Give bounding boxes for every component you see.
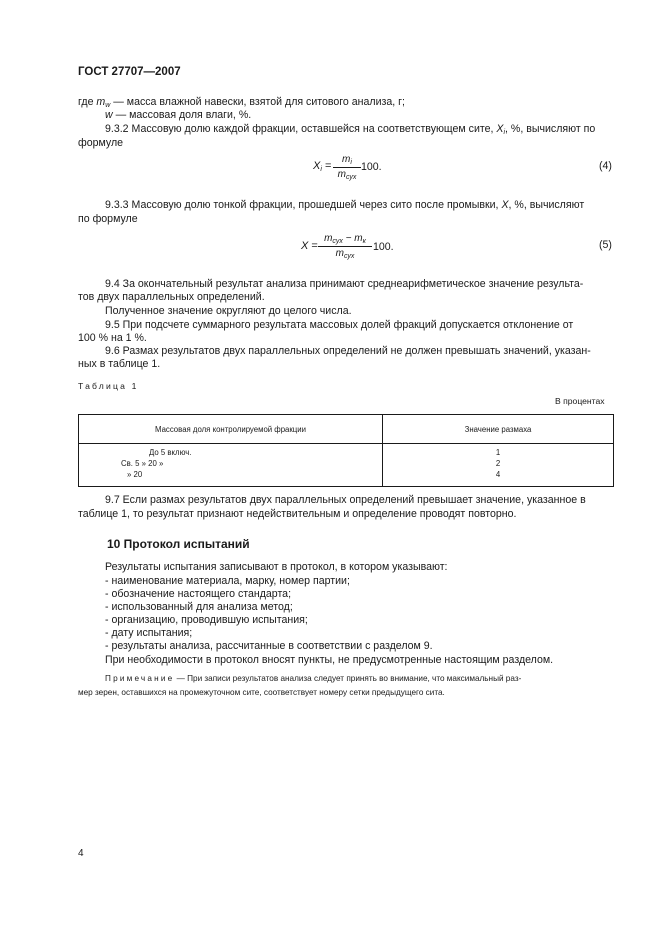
table-title: Таблица 1	[78, 381, 139, 391]
table-header-fraction: Массовая доля контролируемой фракции	[79, 415, 383, 444]
formula-4-fraction	[333, 154, 361, 181]
formula-5-lhs: X =	[301, 240, 318, 252]
formula-5-fraction	[318, 233, 372, 260]
paragraph-9-3-2-line1: 9.3.2 Массовую долю каждой фракции, оставшейся на соответствующем сите, $X_i$, %, вычисляют по	[105, 123, 596, 136]
list-item: - наименование материала, марку, номер партии;	[105, 575, 350, 587]
paragraph-9-7-line1: 9.7 Если размах результатов двух параллельных определений превышает значение, указанное в	[105, 494, 586, 506]
table-header-range: Значение размаха	[383, 415, 614, 444]
note-line2: мер зерен, оставшихся на промежуточном сите, соответствует номеру сетки предыдущего сита.	[78, 688, 445, 697]
paragraph-9-5-line2: 100 % на 1 %.	[78, 332, 147, 344]
formula-5-numerator: $m_{сух} - m_к$	[324, 233, 366, 245]
table-1	[78, 414, 614, 487]
formula-4-factor: 100.	[361, 161, 382, 173]
fraction-bar	[333, 167, 361, 168]
table-unit: В процентах	[555, 396, 605, 406]
document-header: ГОСТ 27707—2007	[78, 66, 181, 78]
paragraph-9-3-3-line1: 9.3.3 Массовую долю тонкой фракции, прошедшей через сито после промывки, X, %, вычисляют	[105, 199, 585, 211]
list-item: - организацию, проводившую испытания;	[105, 614, 308, 626]
table-cell: 1	[495, 448, 501, 457]
table-cell-ranges	[383, 444, 614, 487]
table-cell: 2	[495, 459, 501, 468]
definition-w: w — массовая доля влаги, %.	[105, 109, 252, 121]
section-title: 10 Протокол испытаний	[107, 537, 250, 551]
note-line1: Примечание — При записи результатов анализа следует принять во внимание, что максимальный раз-	[105, 674, 522, 683]
paragraph-9-5-line1: 9.5 При подсчете суммарного результата массовых долей фракций допускается отклонение от	[105, 319, 574, 331]
note-label: Примечание	[105, 674, 175, 683]
table-cell: » 20	[127, 470, 143, 479]
fraction-bar	[318, 246, 372, 247]
paragraph-9-7-line2: таблице 1, то результат признают недействительным и определение проводят повторно.	[78, 508, 517, 520]
paragraph-9-4-line1: 9.4 За окончательный результат анализа принимают среднеарифметическое значение результа-	[105, 278, 584, 290]
formula-4-numerator: $m_i$	[342, 154, 352, 166]
paragraph-9-3-2-line2: формуле	[78, 137, 124, 149]
list-item: - обозначение настоящего стандарта;	[105, 588, 292, 600]
paragraph-9-6-line2: ных в таблице 1.	[78, 358, 161, 370]
table-cell: Св. 5 » 20 »	[121, 459, 164, 468]
formula-4-lhs: $X_i$ =	[313, 160, 332, 173]
paragraph-9-4-line2: тов двух параллельных определений.	[78, 291, 265, 303]
table-cell: До 5 включ.	[149, 448, 192, 457]
paragraph-9-6-line1: 9.6 Размах результатов двух параллельных определений не должен превышать значений, указан-	[105, 345, 591, 357]
formula-4-denominator: $m_{сух}$	[337, 169, 357, 181]
formula-4-number: (4)	[599, 160, 612, 172]
section-intro: Результаты испытания записывают в протокол, в котором указывают:	[105, 561, 448, 573]
section-closing: При необходимости в протокол вносят пункты, не предусмотренные настоящим разделом.	[105, 654, 554, 666]
formula-5-factor: 100.	[373, 241, 394, 253]
table-header-row	[79, 415, 614, 444]
list-item: - дату испытания;	[105, 627, 193, 639]
table-cell-fractions	[79, 444, 383, 487]
paragraph-9-3-3-line2: по формуле	[78, 213, 138, 225]
list-item: - результаты анализа, рассчитанные в соответствии с разделом 9.	[105, 640, 433, 652]
paragraph-9-4-line3: Полученное значение округляют до целого числа.	[105, 305, 352, 317]
table-row	[79, 444, 614, 487]
formula-5-number: (5)	[599, 239, 612, 251]
list-item: - использованный для анализа метод;	[105, 601, 293, 613]
page-number: 4	[78, 848, 84, 859]
definition-mw: где $m_w$ — масса влажной навески, взятой для ситового анализа, г;	[78, 96, 405, 109]
formula-5-denominator: $m_{сух}$	[335, 248, 355, 260]
table-cell: 4	[495, 470, 501, 479]
